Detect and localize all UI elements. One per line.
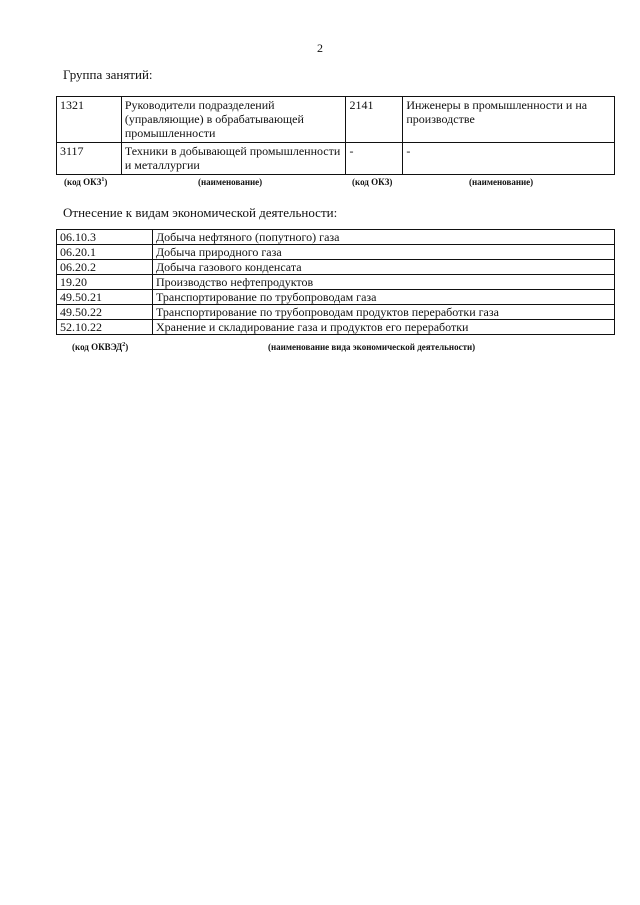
okved-name-cell: Хранение и складирование газа и продуктов его переработки — [153, 320, 615, 335]
okved-code-cell: 52.10.22 — [57, 320, 153, 335]
okved-name-cell: Добыча нефтяного (попутного) газа — [153, 230, 615, 245]
okved-code-cell: 06.10.3 — [57, 230, 153, 245]
footnote-marker: 1 — [101, 177, 105, 183]
table-row — [57, 290, 615, 305]
okved-code-cell: 49.50.22 — [57, 305, 153, 320]
caption-text: (код ОКЗ — [64, 177, 102, 187]
caption-close: ) — [125, 342, 129, 352]
okved-name-cell: Добыча газового конденсата — [153, 260, 615, 275]
okz-name-caption-2: (наименование) — [469, 177, 534, 187]
table-row — [57, 320, 615, 335]
table-row — [57, 275, 615, 290]
okz-code-cell: - — [346, 143, 403, 175]
okz-code-cell: 3117 — [57, 143, 122, 175]
okved-name-cell: Производство нефтепродуктов — [153, 275, 615, 290]
okved-name-cell: Добыча природного газа — [153, 245, 615, 260]
okved-name-cell: Транспортирование по трубопроводам продуктов переработки газа — [153, 305, 615, 320]
footnote-marker: 2 — [122, 342, 126, 348]
caption-text: (код ОКВЭД — [72, 342, 123, 352]
occupation-group-table — [56, 96, 615, 175]
table-row — [57, 305, 615, 320]
table-row — [57, 260, 615, 275]
okved-code-cell: 06.20.2 — [57, 260, 153, 275]
economic-activity-table — [56, 229, 615, 335]
okved-code-cell: 06.20.1 — [57, 245, 153, 260]
okz-name-caption: (наименование) — [198, 177, 263, 187]
okz-name-cell: Руководители подразделений (управляющие) в обрабатывающей промышленности — [121, 97, 346, 143]
okved-code-cell: 19.20 — [57, 275, 153, 290]
okz-code-caption-2: (код ОКЗ) — [352, 177, 393, 187]
page-number: 2 — [317, 41, 323, 55]
table-row — [57, 143, 615, 175]
okved-name-caption: (наименование вида экономической деятельности) — [268, 342, 476, 352]
caption-close: ) — [104, 177, 108, 187]
okved-code-caption — [72, 342, 128, 352]
okved-code-cell: 49.50.21 — [57, 290, 153, 305]
okved-name-cell: Транспортирование по трубопроводам газа — [153, 290, 615, 305]
okz-code-cell: 1321 — [57, 97, 122, 143]
occupation-group-heading: Группа занятий: — [63, 67, 153, 82]
okz-name-cell: Техники в добывающей промышленности и металлургии — [121, 143, 346, 175]
table-row — [57, 245, 615, 260]
table-row — [57, 230, 615, 245]
okz-code-caption — [64, 177, 107, 187]
okz-name-cell: - — [403, 143, 615, 175]
table-row — [57, 97, 615, 143]
economic-activity-heading: Отнесение к видам экономической деятельности: — [63, 205, 338, 220]
okz-name-cell: Инженеры в промышленности и на производстве — [403, 97, 615, 143]
okz-code-cell: 2141 — [346, 97, 403, 143]
